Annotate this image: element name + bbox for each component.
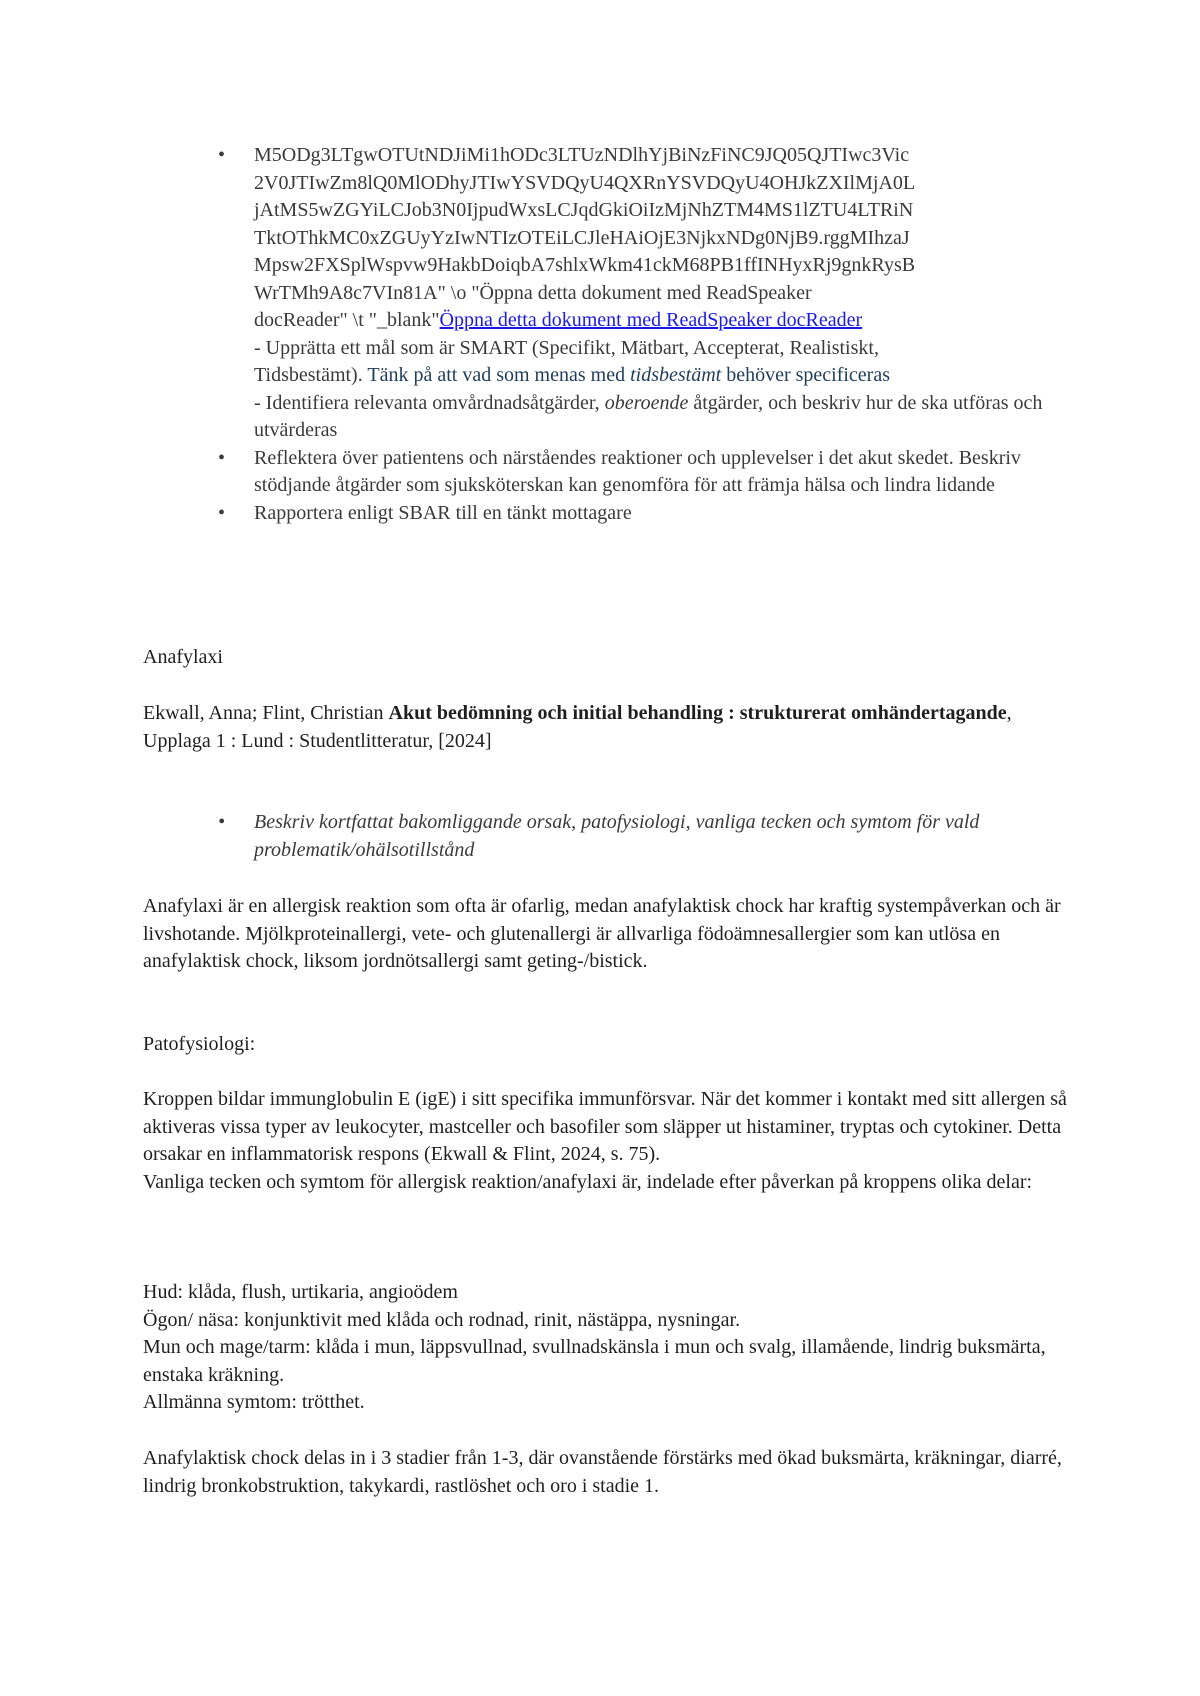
paragraph-text: Kroppen bildar immunglobulin E (igE) i sitt specifika immunförsvar. När det kommer i kontakt med sitt allergen så aktiveras vissa typer av leukocyter, mastceller och basofiler som släpper ut histaminer, tryptas och cytokiner. Detta orsakar en inflammatorisk respons (Ekwall & Flint, 2024, s. 75).: [143, 1088, 1067, 1165]
smart-line: Tidsbestämt).: [254, 364, 363, 386]
reference-publisher: , Upplaga 1 : Lund : Studentlitteratur, [2024]: [143, 702, 1012, 752]
smart-note: behöver specificeras: [721, 364, 891, 386]
identify-line: - Identifiera relevanta omvårdnadsåtgärder,: [254, 391, 605, 414]
task-bullet-list: [218, 142, 1078, 527]
encoded-line: TktOThkMC0xZGUyYzIwNTIzOTEiLCJleHAiOjE3NjkxNDg0NjB9.rggMIhzaJ: [254, 226, 910, 249]
list-item: • Beskriv kortfattat bakomliggande orsak, patofysiologi, vanliga tecken och symtom för vald problematik/ohälsotillstånd: [218, 809, 1078, 864]
symptom-line: Hud: klåda, flush, urtikaria, angioödem: [143, 1281, 458, 1303]
readspeaker-link[interactable]: Öppna detta dokument med ReadSpeaker docReader: [439, 309, 863, 331]
list-item: • Reflektera över patientens och närståendes reaktioner och upplevelser i det akut skedet. Beskriv stödjande åtgärder som sjuksköterskan kan genomföra för att främja hälsa och lindra lidande: [218, 445, 1078, 500]
paragraph: [143, 1086, 1083, 1196]
encoded-line: docReader" \t "_blank": [254, 309, 440, 331]
paragraph-text: Vanliga tecken och symtom för allergisk reaktion/anafylaxi är, indelade efter påverkan på kroppens olika delar:: [143, 1170, 1033, 1193]
encoded-line: Mpsw2FXSplWspvw9HakbDoiqbA7shlxWkm41ckM68PB1ffINHyxRj9gnkRysB: [254, 254, 916, 276]
symptom-list: [143, 1279, 1083, 1417]
paragraph: Anafylaktisk chock delas in i 3 stadier från 1-3, där ovanstående förstärks med ökad buksmärta, kräkningar, diarré, lindrig bronkobstruktion, takykardi, rastlöshet och oro i stadie 1.: [143, 1447, 1062, 1497]
encoded-line: 2V0JTIwZm8lQ0MlODhyJTIwYSVDQyU4QXRnYSVDQyU4OHJkZXIlMjA0L: [254, 171, 916, 194]
list-item: • Rapportera enligt SBAR till en tänkt mottagare: [218, 500, 1078, 528]
encoded-line: WrTMh9A8c7VIn81A" \o "Öppna detta dokument med ReadSpeaker: [254, 281, 812, 304]
encoded-line: jAtMS5wZGYiLCJob3N0IjpudWxsLCJqdGkiOiIzMjNhZTM4MS1lZTU4LTRiN: [254, 199, 914, 221]
identify-emphasis: oberoende: [604, 391, 689, 414]
smart-line: - Upprätta ett mål som är SMART (Specifikt, Mätbart, Accepterat, Realistiskt,: [254, 336, 879, 359]
symptom-line: Mun och mage/tarm: klåda i mun, läppsvullnad, svullnadskänsla i mun och svalg, illamående, lindrig buksmärta, enstaka kräkning.: [143, 1336, 1046, 1386]
smart-note: Tänk på att vad som menas med: [362, 364, 631, 386]
encoded-line: M5ODg3LTgwOTUtNDJiMi1hODc3LTUzNDlhYjBiNzFiNC9JQ05QJTIwc3Vic: [254, 144, 910, 166]
section-heading: Anafylaxi: [143, 646, 223, 668]
list-item: [218, 142, 1078, 445]
smart-note-emphasis: tidsbestämt: [630, 364, 722, 386]
identify-line: åtgärder, och beskriv hur de ska utföras och utvärderas: [254, 391, 1043, 441]
paragraph: Anafylaxi är en allergisk reaktion som ofta är ofarlig, medan anafylaktisk chock har kraftig systempåverkan och är livshotande. Mjölkproteinallergi, vete- och glutenallergi är allvarliga födoämnesallergier som kan utlösa en anafylaktisk chock, liksom jordnötsallergi samt geting-/bistick.: [143, 895, 1061, 972]
reference: [143, 700, 1083, 755]
subheading: Patofysiologi:: [143, 1033, 256, 1055]
symptom-line: Ögon/ näsa: konjunktivit med klåda och rodnad, rinit, nästäppa, nysningar.: [143, 1308, 741, 1331]
reference-title: Akut bedömning och initial behandling : strukturerat omhändertagande: [388, 702, 1007, 724]
reference-authors: Ekwall, Anna; Flint, Christian: [143, 702, 389, 724]
task-bullet-list-2: [218, 809, 1078, 864]
symptom-line: Allmänna symtom: trötthet.: [143, 1391, 365, 1413]
